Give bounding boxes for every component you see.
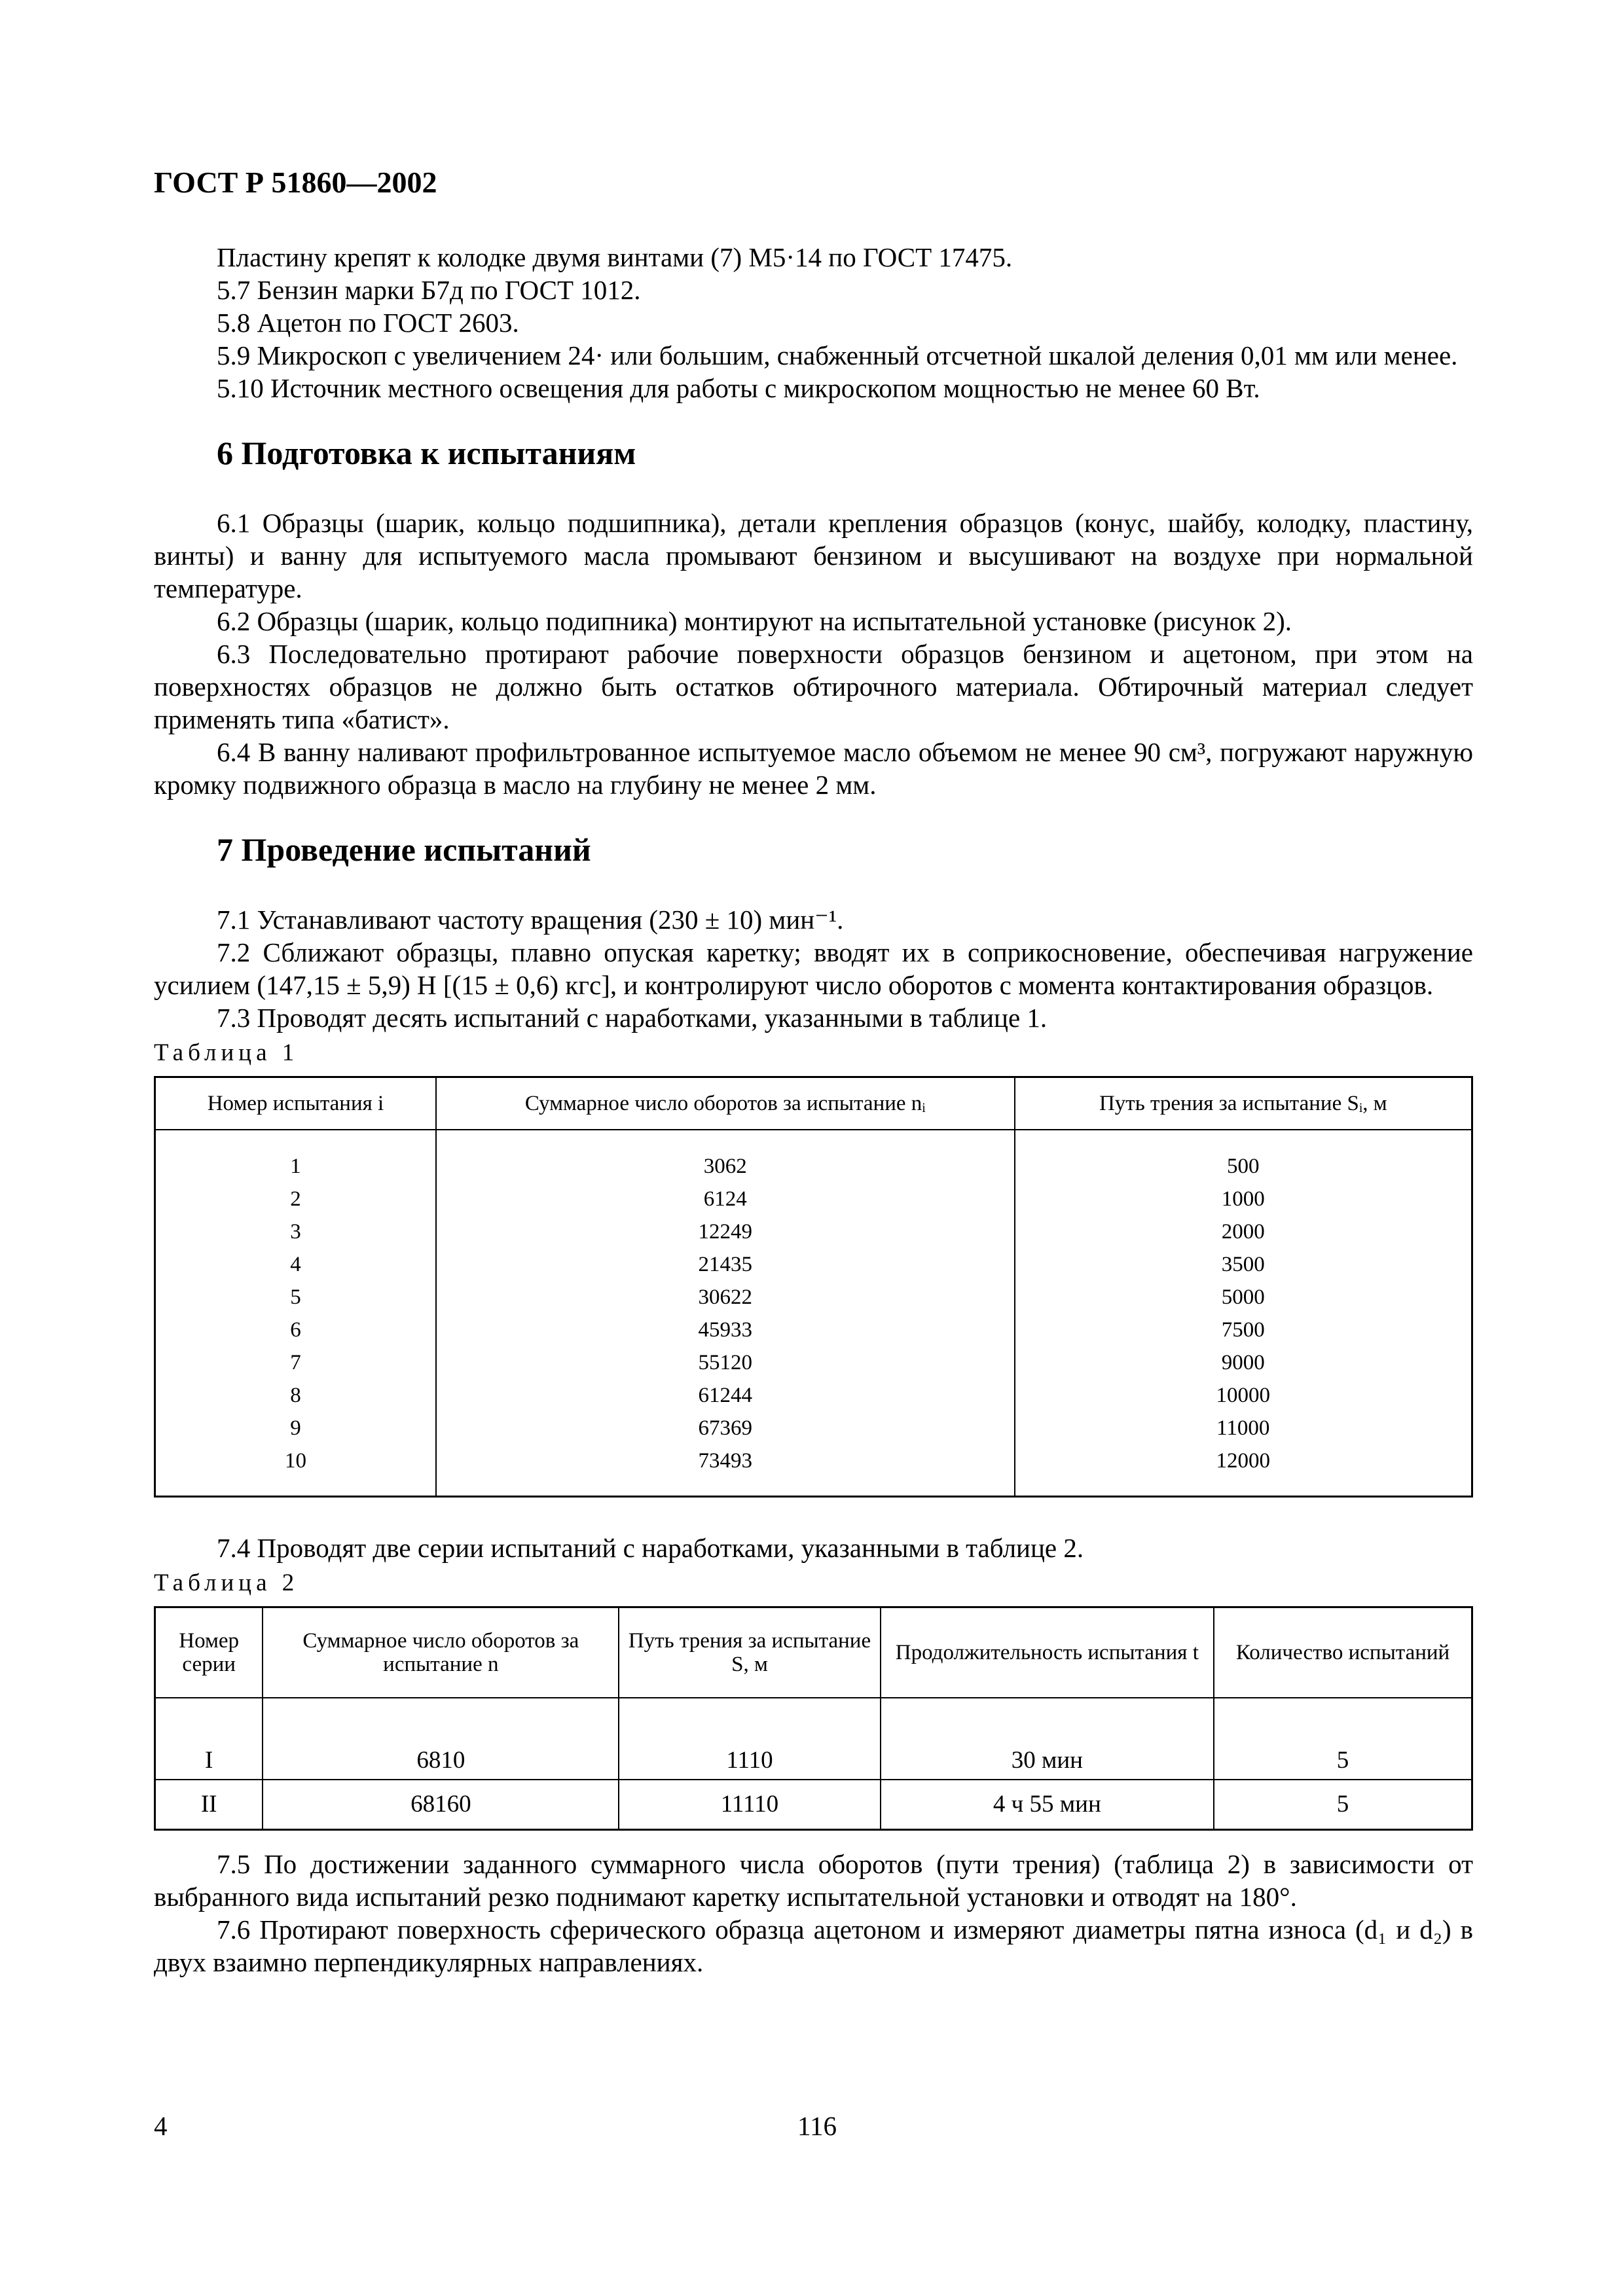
table-cell: 12249 (436, 1215, 1015, 1248)
table-row (155, 1412, 1472, 1444)
table-cell: 3500 (1015, 1248, 1472, 1281)
paragraph: 6.3 Последовательно протирают рабочие поверхности образцов бензином и ацетоном, при этом на поверхностях образцов не должно быть остатков обтирочного материала. Обтирочный материал следует применять типа «батист». (154, 639, 1473, 734)
table-cell: 10 (155, 1444, 436, 1497)
page-number-left: 4 (154, 2111, 168, 2141)
paragraph: 6.1 Образцы (шарик, кольцо подшипника), детали крепления образцов (конус, шайбу, колодку, пластину, винты) и ванну для испытуемого масла промывают бензином и высушивают на воздухе при нормальной температуре. (154, 508, 1473, 603)
table-cell: 11000 (1015, 1412, 1472, 1444)
table-row (155, 1215, 1472, 1248)
paragraph: 7.3 Проводят десять испытаний с наработками, указанными в таблице 1. (217, 1003, 1048, 1033)
table-cell: II (155, 1780, 263, 1830)
table-cell: 7500 (1015, 1314, 1472, 1346)
table-header: Суммарное число оборотов за испытание n (263, 1607, 619, 1698)
table-cell: 67369 (436, 1412, 1015, 1444)
paragraph: 5.8 Ацетон по ГОСТ 2603. (217, 308, 519, 338)
document-body (154, 241, 1473, 1979)
paragraph: 7.6 Протирают поверхность сферического образца ацетоном и измеряют диаметры пятна износа (d₁ и d₂) в двух взаимно перпендикулярных направлениях. (154, 1914, 1473, 1977)
table-cell: 1000 (1015, 1183, 1472, 1215)
paragraph: 5.7 Бензин марки Б7д по ГОСТ 1012. (217, 275, 641, 305)
table-cell: 68160 (263, 1780, 619, 1830)
table-cell: 10000 (1015, 1379, 1472, 1412)
table-cell: 55120 (436, 1346, 1015, 1379)
table-cell: I (155, 1698, 263, 1780)
table-1 (154, 1076, 1473, 1498)
table-row (155, 1183, 1472, 1215)
table-cell: 61244 (436, 1379, 1015, 1412)
table-row (155, 1698, 1472, 1780)
table-row (155, 1248, 1472, 1281)
table-cell: 4 ч 55 мин (881, 1780, 1214, 1830)
paragraph: 6.4 В ванну наливают профильтрованное испытуемое масло объемом не менее 90 см³, погружают наружную кромку подвижного образца в масло на глубину не менее 2 мм. (154, 737, 1473, 800)
table-1-caption: Таблица 1 (154, 1039, 299, 1066)
table-cell: 500 (1015, 1130, 1472, 1183)
table-cell: 3 (155, 1215, 436, 1248)
table-cell: 6 (155, 1314, 436, 1346)
table-row (155, 1444, 1472, 1497)
table-row (155, 1281, 1472, 1314)
paragraph: 5.10 Источник местного освещения для работы с микроскопом мощностью не менее 60 Вт. (217, 373, 1260, 403)
table-row (155, 1130, 1472, 1183)
table-cell: 3062 (436, 1130, 1015, 1183)
table-header: Путь трения за испытание S, м (619, 1607, 880, 1698)
table-cell: 21435 (436, 1248, 1015, 1281)
table-header: Номер серии (155, 1607, 263, 1698)
table-cell: 5 (1214, 1780, 1472, 1830)
paragraph: 6.2 Образцы (шарик, кольцо подипника) монтируют на испытательной установке (рисунок 2). (217, 606, 1292, 636)
table-cell: 5 (155, 1281, 436, 1314)
table-cell: 6810 (263, 1698, 619, 1780)
table-cell: 5 (1214, 1698, 1472, 1780)
table-cell: 11110 (619, 1780, 880, 1830)
table-cell: 12000 (1015, 1444, 1472, 1497)
table-cell: 30 мин (881, 1698, 1214, 1780)
table-cell: 8 (155, 1379, 436, 1412)
table-2-caption: Таблица 2 (154, 1570, 299, 1596)
table-2 (154, 1606, 1473, 1831)
table-header: Суммарное число оборотов за испытание nᵢ (436, 1077, 1015, 1130)
table-header: Продолжительность испытания t (881, 1607, 1214, 1698)
table-cell: 30622 (436, 1281, 1015, 1314)
section-7-title: 7 Проведение испытаний (217, 831, 591, 868)
table-cell: 2000 (1015, 1215, 1472, 1248)
table-cell: 9000 (1015, 1346, 1472, 1379)
table-cell: 4 (155, 1248, 436, 1281)
paragraph: 7.5 По достижении заданного суммарного числа оборотов (пути трения) (таблица 2) в зависимости от выбранного вида испытаний резко поднимают каретку испытательной установки и отводят на 180°. (154, 1849, 1473, 1912)
table-header: Количество испытаний (1214, 1607, 1472, 1698)
paragraph: 7.1 Устанавливают частоту вращения (230 ± 10) мин⁻¹. (217, 905, 844, 935)
document-header: ГОСТ Р 51860—2002 (154, 166, 437, 199)
table-header: Путь трения за испытание Sᵢ, м (1015, 1077, 1472, 1130)
table-row (155, 1314, 1472, 1346)
section-6-title: 6 Подготовка к испытаниям (217, 435, 636, 471)
table-cell: 45933 (436, 1314, 1015, 1346)
table-cell: 1 (155, 1130, 436, 1183)
table-header: Номер испытания i (155, 1077, 436, 1130)
table-cell: 6124 (436, 1183, 1015, 1215)
paragraph: 7.2 Сближают образцы, плавно опуская каретку; вводят их в соприкосновение, обеспечивая нагружение усилием (147,15 ± 5,9) Н [(15 ± 0,6) кгс], и контролируют число оборотов с момента контактирования образцов. (154, 937, 1473, 1000)
table-cell: 73493 (436, 1444, 1015, 1497)
table-cell: 2 (155, 1183, 436, 1215)
table-row (155, 1780, 1472, 1830)
paragraph: Пластину крепят к колодке двумя винтами (7) М5·14 по ГОСТ 17475. (217, 242, 1013, 272)
table-cell: 5000 (1015, 1281, 1472, 1314)
page-number-center: 116 (797, 2111, 837, 2141)
table-cell: 7 (155, 1346, 436, 1379)
table-cell: 9 (155, 1412, 436, 1444)
table-row (155, 1379, 1472, 1412)
table-row (155, 1346, 1472, 1379)
table-cell: 1110 (619, 1698, 880, 1780)
paragraph: 5.9 Микроскоп с увеличением 24· или большим, снабженный отсчетной шкалой деления 0,01 мм или менее. (217, 340, 1458, 370)
paragraph: 7.4 Проводят две серии испытаний с наработками, указанными в таблице 2. (217, 1533, 1084, 1563)
